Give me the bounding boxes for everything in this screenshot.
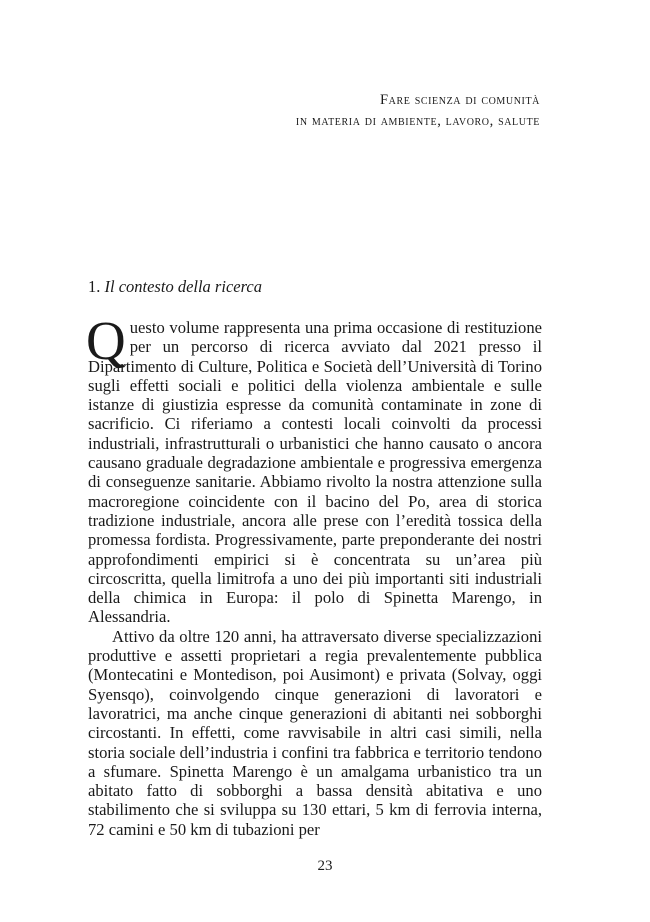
- section-title: Il contesto della ricerca: [104, 277, 262, 296]
- running-title-line-2: in materia di ambiente, lavoro, salute: [295, 113, 540, 129]
- paragraph-2: Attivo da oltre 120 anni, ha attraversato diverse specializzazioni produttive e assetti proprietari a regia prevalentemente pubblica (Montecatini e Montedison, poi Ausimont) e privata (Solvay, oggi Syensqo), coinvolgendo cinque generazioni di lavoratori e lavoratrici, ma anche cinque generazioni di abitanti nei sobborghi circostanti. In effetti, come ravvisabile in altri casi simili, nella storia sociale dell’industria i confini tra fabbrica e territorio tendono a sfumare. Spinetta Marengo è un amalgama urbanistico tra un abitato fatto di sobborghi a bassa densità abitativa e uno stabilimento che si sviluppa su 130 ettari, 5 km di ferrovia interna, 72 camini e 50 km di tubazioni per: [88, 626, 542, 839]
- body-text: [86, 310, 542, 839]
- section-heading: [88, 277, 262, 297]
- running-title-line-1: Fare scienza di comunità: [380, 92, 540, 108]
- drop-cap: Q: [86, 310, 126, 371]
- running-title: [296, 90, 540, 132]
- paragraph-1-text: uesto volume rappresenta una prima occasione di restituzione per un percorso di ricerca avviato dal 2021 presso il Dipartimento di Culture, Politica e Società dell’Università di Torino sugli effetti sociali e politici della violenza ambientale e sulle istanze di giustizia espresse da comunità contaminate in zone di sacrificio. Ci riferiamo a contesti locali coinvolti da processi industriali, infrastrutturali o urbanistici che hanno causato o ancora causano graduale degradazione ambientale e progressiva emergenza di conseguenze sanitarie. Abbiamo rivolto la nostra attenzione sulla macroregione coincidente con il bacino del Po, area di storica tradizione industriale, ancora alle prese con l’eredità tossica della promessa fordista. Progressivamente, parte preponderante dei nostri approfondimenti empirici si è concentrata su un’area più circoscritta, quella limitrofa a uno dei più importanti siti industriali della chimica in Europa: il polo di Spinetta Marengo, in Alessandria.: [88, 318, 542, 627]
- section-number: 1.: [88, 277, 101, 296]
- page-number: 23: [317, 858, 333, 874]
- paragraph-1: [86, 310, 542, 627]
